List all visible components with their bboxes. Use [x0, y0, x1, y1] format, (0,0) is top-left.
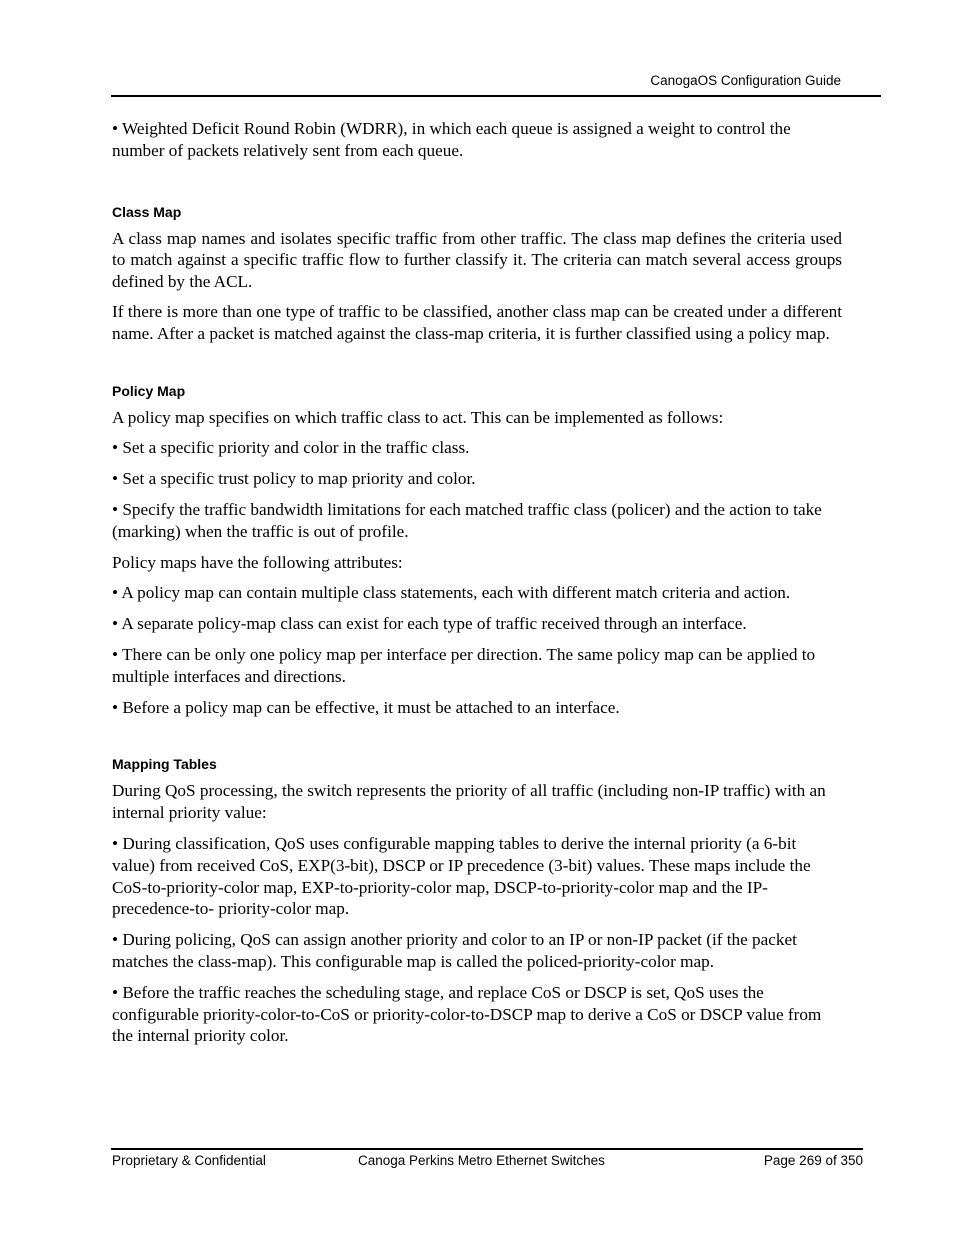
header-title: CanogaOS Configuration Guide [650, 73, 841, 88]
footer-rule [111, 1148, 863, 1150]
mapping-tables-item: • During policing, QoS can assign another priority and color to an IP or non-IP packet (if the packet matches the class-map). This configurable map is called the policed-priority-color map. [112, 930, 797, 971]
policy-map-attribute: • Before a policy map can be effective, it must be attached to an interface. [112, 697, 620, 717]
mapping-tables-intro: During QoS processing, the switch represents the priority of all traffic (including non-IP traffic) with an internal priority value: [112, 781, 826, 823]
footer-confidentiality: Proprietary & Confidential [112, 1153, 266, 1168]
policy-map-attribute: • There can be only one policy map per interface per direction. The same policy map can be applied to multiple interfaces and directions. [112, 644, 816, 686]
policy-map-attribute: • A policy map can contain multiple class statements, each with different match criteria and action. [112, 583, 791, 603]
mapping-tables-item: • During classification, QoS uses configurable mapping tables to derive the internal priority (a 6-bit value) from received CoS, EXP(3-bit), DSCP or IP precedence (3-bit) values. These maps include the CoS-to-priority-color map, EXP-to-priority-color map, DSCP-to-priority-color map and the IP-precedence-to- priority-color map. [112, 833, 811, 919]
wdrr-bullet: • Weighted Deficit Round Robin (WDRR), in which each queue is assigned a weight to control the number of packets relatively sent from each queue. [112, 119, 791, 160]
page-content [112, 118, 842, 1047]
policy-map-item: • Specify the traffic bandwidth limitations for each matched traffic class (policer) and the action to take (marking) when the traffic is out of profile. [112, 499, 822, 541]
header-rule [111, 95, 881, 97]
footer-page-number: Page 269 of 350 [763, 1153, 863, 1168]
policy-map-attributes-intro: Policy maps have the following attributes: [112, 552, 403, 572]
class-map-paragraph-1: A class map names and isolates specific traffic from other traffic. The class map defines the criteria used to match against a specific traffic flow to further classify it. The criteria can match several access groups defined by the ACL. [112, 228, 842, 292]
policy-map-intro: A policy map specifies on which traffic class to act. This can be implemented as follows: [112, 407, 724, 427]
footer-product: Canoga Perkins Metro Ethernet Switches [358, 1153, 605, 1168]
policy-map-attribute: • A separate policy-map class can exist for each type of traffic received through an interface. [112, 614, 747, 634]
mapping-tables-item: • Before the traffic reaches the scheduling stage, and replace CoS or DSCP is set, QoS uses the configurable priority-color-to-CoS or priority-color-to-DSCP map to derive a CoS or DSCP value from the internal priority color. [112, 982, 822, 1046]
class-map-heading: Class Map [112, 203, 182, 220]
policy-map-item: • Set a specific trust policy to map priority and color. [112, 469, 476, 489]
class-map-paragraph-2: If there is more than one type of traffic to be classified, another class map can be created under a different name. After a packet is matched against the class-map criteria, it is further classified using a policy map. [112, 301, 842, 343]
policy-map-heading: Policy Map [112, 382, 186, 399]
policy-map-item: • Set a specific priority and color in the traffic class. [112, 438, 470, 458]
mapping-tables-heading: Mapping Tables [112, 756, 217, 773]
